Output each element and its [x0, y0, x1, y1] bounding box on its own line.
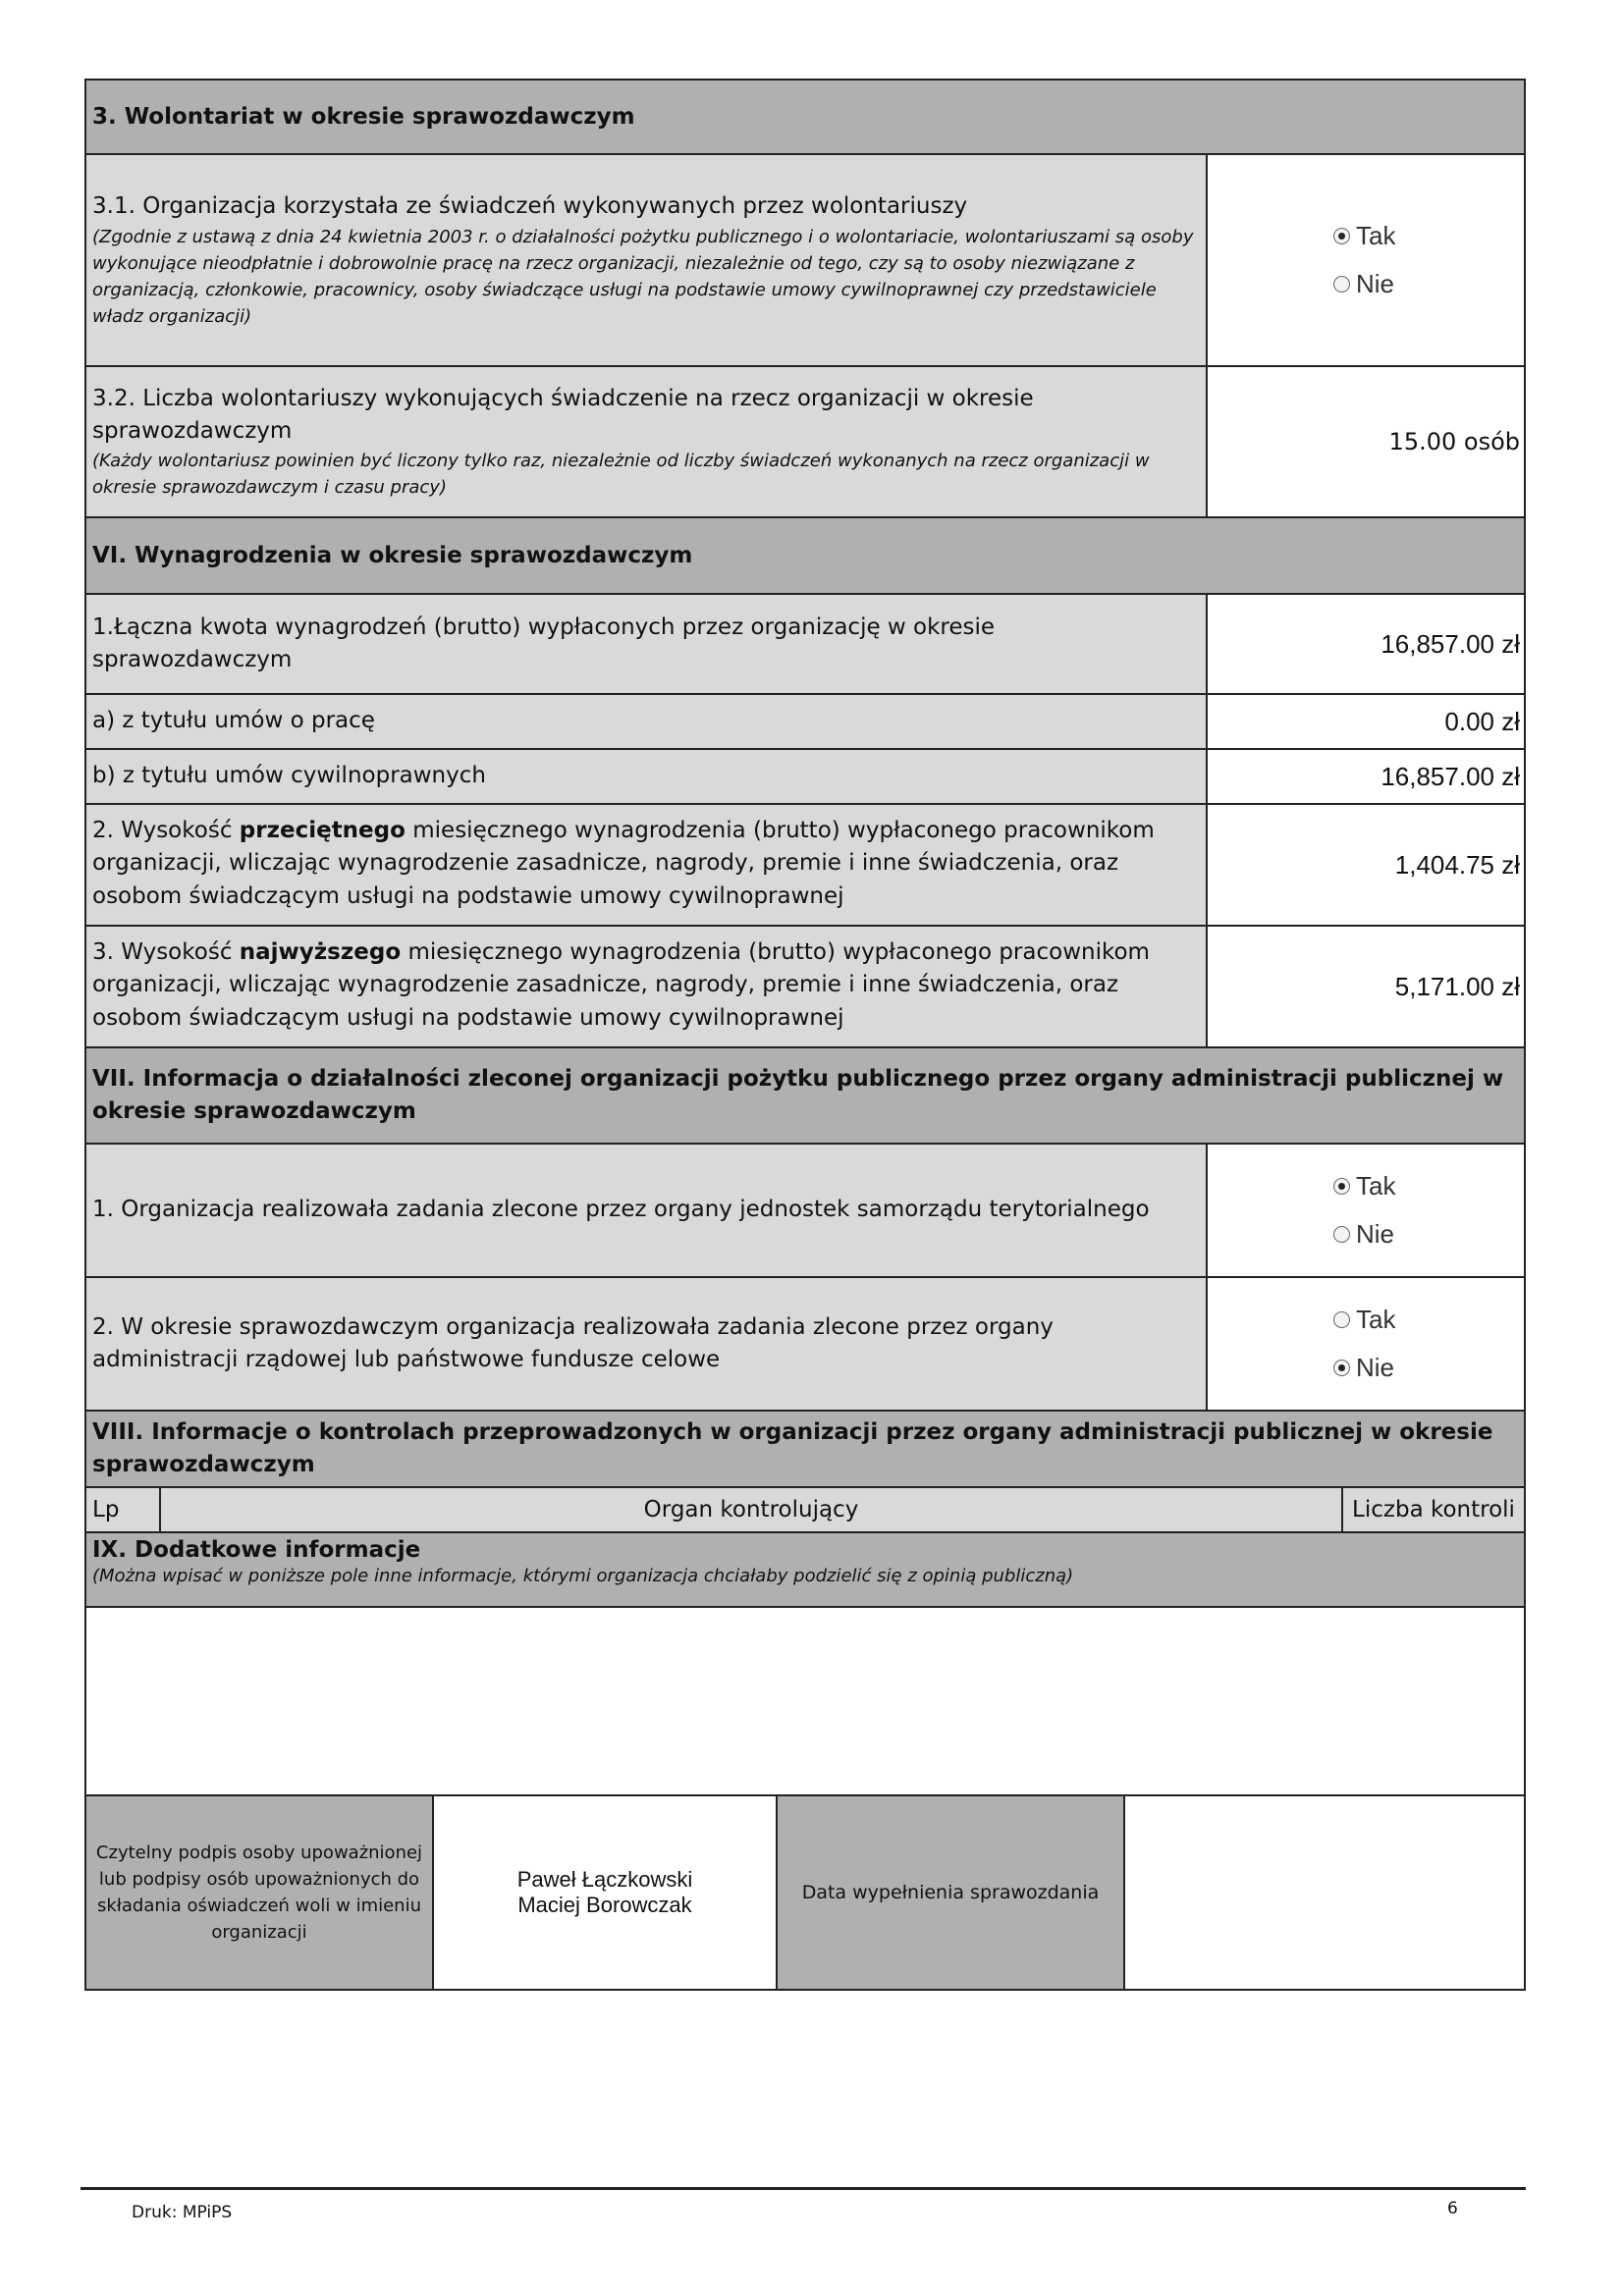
row-average-salary [84, 803, 1526, 927]
option-label: Nie [1356, 1219, 1395, 1249]
civil-contracts-value-cell [1208, 750, 1524, 803]
highest-salary-label-cell [86, 927, 1208, 1046]
highest-salary-label-pre: 3. Wysokość [92, 939, 240, 965]
gov-tasks-label-cell [86, 1278, 1208, 1410]
highest-salary-value: 5,171.00 zł [1394, 971, 1520, 1001]
row-highest-salary [84, 925, 1526, 1048]
civil-contracts-value: 16,857.00 zł [1380, 761, 1520, 791]
section-8-header [84, 1410, 1526, 1488]
row-volunteers-used [84, 153, 1526, 367]
row-employment-contracts [84, 693, 1526, 750]
volunteer-count-label: 3.2. Liczba wolontariuszy wykonujących świadczenie na rzecz organizacji w okresie sprawozdawczym [92, 385, 1034, 444]
employment-contracts-label: a) z tytułu umów o pracę [92, 708, 375, 734]
employment-contracts-value-cell [1208, 695, 1524, 748]
highest-salary-label-bold: najwyższego [239, 939, 402, 965]
average-salary-label-cell [86, 805, 1208, 925]
signatory-2: Maciej Borowczak [517, 1893, 692, 1917]
local-gov-tasks-label-cell [86, 1145, 1208, 1276]
employment-contracts-label-cell [86, 695, 1208, 748]
row-volunteer-count [84, 365, 1526, 518]
total-salaries-label: 1.Łączna kwota wynagrodzeń (brutto) wypłaconych przez organizację w okresie sprawozdawczym [92, 614, 996, 672]
signatory-1: Paweł Łączkowski [516, 1866, 693, 1892]
row-gov-tasks [84, 1276, 1526, 1412]
radio-checked-icon[interactable] [1333, 1178, 1350, 1195]
gov-tasks-label: 2. W okresie sprawozdawczym organizacja realizowała zadania zlecone przez organy administracji rządowej lub państwowe fundusze celowe [92, 1313, 1054, 1372]
local-gov-tasks-no-option[interactable] [1333, 1210, 1394, 1258]
option-label: Nie [1356, 1353, 1395, 1382]
radio-unchecked-icon[interactable] [1333, 1311, 1350, 1328]
gov-tasks-no-option[interactable] [1333, 1344, 1394, 1392]
average-salary-label-post: miesięcznego wynagrodzenia (brutto) wypłaconego pracownikom organizacji, wliczając wynagrodzenie zasadnicze, nagrody, premie i inne świadczenia, oraz osobom świadczącym usługi na podstawie umowy cywilnoprawnej [92, 818, 1155, 909]
civil-contracts-label-cell [86, 750, 1208, 803]
average-salary-label-pre: 2. Wysokość [92, 818, 240, 843]
section-7-title: VII. Informacja o działalności zleconej organizacji pożytku publicznego przez organy administracji publicznej w okresie sprawozdawczym [92, 1065, 1504, 1124]
section-3-header [84, 79, 1526, 155]
average-salary-value: 1,404.75 zł [1394, 849, 1520, 880]
row-total-salaries [84, 593, 1526, 695]
row-local-gov-tasks [84, 1143, 1526, 1278]
page-number: 6 [1447, 2199, 1458, 2218]
section-9-note: (Można wpisać w poniższe pole inne informacje, którymi organizacja chciałaby podzielić się z opinią publiczną) [92, 1566, 1074, 1586]
volunteer-count-note: (Każdy wolontariusz powinien być liczony tylko raz, niezależnie od liczby świadczeń wykonanych na rzecz organizacji w okresie sprawozdawczym i czasu pracy) [92, 451, 1150, 499]
section-3-title: 3. Wolontariat w okresie sprawozdawczym [92, 104, 635, 130]
volunteers-used-note: (Zgodnie z ustawą z dnia 24 kwietnia 2003 r. o działalności pożytku publicznego i o wolontariacie, wolontariuszami są osoby wykonujące nieodpłatnie i dobrowolnie pracę na rzecz organizacji, niezależnie od tego, czy są to osoby niezwiązane z organizacją, członkowie, pracownicy, osoby świadczące usługi na podstawie umowy cywilnoprawnej czy przedstawiciele władz organizacji) [92, 226, 1194, 327]
date-label-cell [778, 1796, 1125, 1989]
section-8-title: VIII. Informacje o kontrolach przeprowadzonych w organizacji przez organy administracji publicznej w okresie sprawozdawczym [92, 1418, 1493, 1477]
controls-table-header [84, 1486, 1526, 1533]
footer-divider [81, 2187, 1526, 2190]
additional-info-field[interactable] [84, 1606, 1526, 1796]
section-9-title: IX. Dodatkowe informacje [92, 1537, 421, 1563]
section-7-header [84, 1046, 1526, 1145]
local-gov-tasks-yes-option[interactable] [1333, 1162, 1395, 1210]
volunteers-used-yes-option[interactable] [1333, 212, 1395, 260]
local-gov-tasks-label: 1. Organizacja realizowała zadania zlecone przez organy jednostek samorządu terytorialnego [92, 1197, 1150, 1223]
average-salary-value-cell [1208, 805, 1524, 925]
volunteers-used-radio-group [1208, 155, 1524, 365]
civil-contracts-label: b) z tytułu umów cywilnoprawnych [92, 763, 486, 789]
gov-tasks-yes-option[interactable] [1333, 1296, 1395, 1344]
col-organ [161, 1488, 1343, 1531]
radio-unchecked-icon[interactable] [1333, 276, 1350, 293]
option-label: Tak [1356, 1170, 1396, 1201]
volunteers-used-no-option[interactable] [1333, 260, 1394, 308]
option-label: Tak [1356, 220, 1396, 250]
date-value-cell[interactable] [1125, 1796, 1524, 1989]
gov-tasks-radio-group [1208, 1278, 1524, 1410]
total-salaries-value-cell [1208, 595, 1524, 693]
total-salaries-label-cell [86, 595, 1208, 693]
section-6-header [84, 516, 1526, 595]
section-9-header [84, 1531, 1526, 1608]
col-organ-label: Organ kontrolujący [643, 1497, 859, 1522]
col-count-label: Liczba kontroli [1352, 1497, 1515, 1522]
radio-unchecked-icon[interactable] [1333, 1226, 1350, 1243]
date-label: Data wypełnienia sprawozdania [801, 1882, 1100, 1903]
total-salaries-value: 16,857.00 zł [1380, 628, 1520, 659]
signature-label-cell [86, 1796, 434, 1989]
option-label: Tak [1356, 1304, 1396, 1334]
volunteer-count-value: 15.00 osób [1388, 428, 1520, 455]
col-lp-label: Lp [92, 1497, 120, 1522]
row-civil-contracts [84, 748, 1526, 805]
radio-checked-icon[interactable] [1333, 228, 1350, 244]
section-6-title: VI. Wynagrodzenia w okresie sprawozdawczym [92, 543, 693, 568]
col-count [1343, 1488, 1524, 1531]
signature-value-cell [434, 1796, 778, 1989]
highest-salary-label-post: miesięcznego wynagrodzenia (brutto) wypłaconego pracownikom organizacji, wliczając wynagrodzenie zasadnicze, nagrody, premie i inne świadczenia, oraz osobom świadczącym usługi na podstawie umowy cywilnoprawnej [92, 939, 1150, 1031]
footer-print-label: Druk: MPiPS [132, 2203, 233, 2222]
volunteers-used-label: 3.1. Organizacja korzystała ze świadczeń wykonywanych przez wolontariuszy [92, 193, 968, 220]
col-lp [86, 1488, 161, 1531]
volunteer-count-label-cell [86, 367, 1208, 516]
local-gov-tasks-radio-group [1208, 1145, 1524, 1276]
signature-label: Czytelny podpis osoby upoważnionej lub podpisy osób upoważnionych do składania oświadczeń woli w imieniu organizacji [95, 1842, 423, 1943]
highest-salary-value-cell [1208, 927, 1524, 1046]
signature-block [84, 1794, 1526, 1991]
option-label: Nie [1356, 269, 1395, 298]
radio-checked-icon[interactable] [1333, 1360, 1350, 1376]
volunteers-used-label-cell [86, 155, 1208, 365]
employment-contracts-value: 0.00 zł [1444, 706, 1520, 736]
volunteer-count-value-cell [1208, 367, 1524, 516]
average-salary-label-bold: przeciętnego [239, 818, 406, 843]
